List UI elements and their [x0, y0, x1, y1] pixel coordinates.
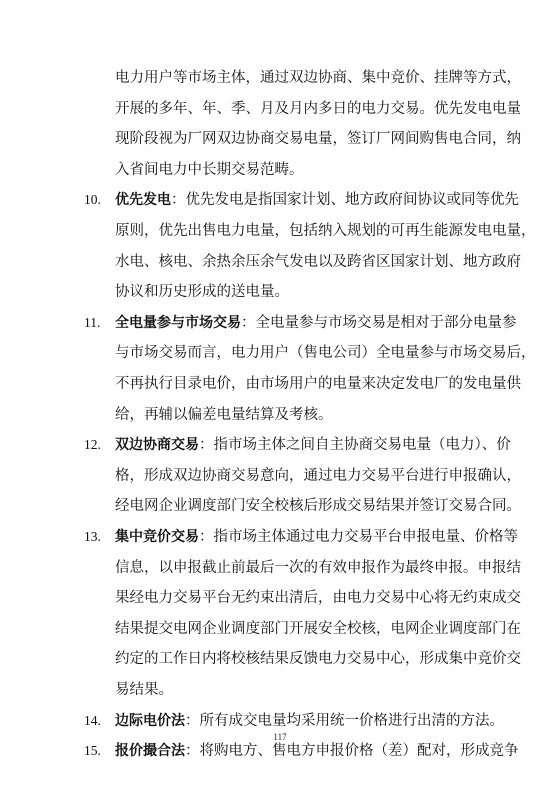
- paragraph-line: 电力用户等市场主体，通过双边协商、集中竞价、挂牌等方式，: [115, 70, 521, 86]
- paragraph-line: 经电网企业调度部门安全校核后形成交易结果并签订交易合同。: [115, 498, 521, 515]
- definition-text: ：将购电方、售电方申报价格（差）配对，形成竞争: [185, 743, 519, 760]
- paragraph-line: 约定的工作日内将校核结果反馈电力交易中心，形成集中竞价交: [115, 651, 521, 668]
- paragraph-line: 给，再辅以偏差电量结算及考核。: [115, 406, 333, 423]
- item-number: 15.: [84, 743, 101, 759]
- definition-first-line: [115, 189, 519, 211]
- definition-text: ：全电量参与市场交易是相对于部分电量参: [241, 314, 517, 331]
- term-heading: 边际电价法: [115, 712, 185, 729]
- definition-first-line: [115, 740, 519, 762]
- term-heading: 集中竞价交易: [115, 529, 199, 545]
- definition-text: ：指市场主体之间自主协商交易电量（电力）、价: [199, 437, 511, 454]
- paragraph-line: 入省间电力中长期交易范畴。: [115, 161, 304, 178]
- paragraph-line: 现阶段视为厂网双边协商交易电量，签订厂网间购售电合同，纳: [115, 131, 521, 148]
- term-heading: 全电量参与市场交易: [115, 314, 241, 331]
- paragraph-line: 水电、核电、余热余压余气发电以及跨省区国家计划、地方政府: [115, 253, 521, 270]
- definition-first-line: [115, 710, 504, 732]
- term-heading: 优先发电: [115, 192, 171, 209]
- paragraph-line: 果经电力交易平台无约束出清后，由电力交易中心将无约束成交: [115, 590, 521, 607]
- paragraph-line: 协议和历史形成的送电量。: [115, 284, 289, 301]
- definition-text: ：指市场主体通过电力交易平台申报电量、价格等: [199, 529, 518, 545]
- paragraph-line: 结果提交电网企业调度部门开展安全校核，电网企业调度部门在: [115, 620, 521, 637]
- paragraph-line: 开展的多年、年、季、月及月内多日的电力交易。优先发电电量: [115, 100, 521, 117]
- definition-text: ：优先发电是指国家计划、地方政府间协议或同等优先: [171, 192, 519, 209]
- item-number: 14.: [84, 712, 101, 728]
- paragraph-line: 易结果。: [115, 682, 173, 698]
- paragraph-line: 信息，以申报截止前最后一次的有效申报作为最终申报。申报结: [115, 559, 521, 576]
- paragraph-line: 与市场交易而言，电力用户（售电公司）全电量参与市场交易后，: [115, 345, 536, 362]
- item-number: 11.: [84, 314, 101, 330]
- paragraph-line: 格，形成双边协商交易意向，通过电力交易平台进行申报确认，: [115, 467, 521, 484]
- page-number: 117: [273, 732, 287, 742]
- definition-first-line: [115, 312, 517, 334]
- paragraph-line: 原则，优先出售电力电量，包括纳入规划的可再生能源发电电量，: [115, 223, 536, 239]
- item-number: 13.: [84, 529, 101, 544]
- item-number: 12.: [84, 437, 101, 453]
- definition-text: ：所有成交电量均采用统一价格进行出清的方法。: [185, 712, 504, 729]
- definition-first-line: [115, 526, 518, 548]
- definition-first-line: [115, 434, 511, 456]
- item-number: 10.: [84, 192, 101, 208]
- term-heading: 双边协商交易: [115, 437, 199, 454]
- paragraph-line: 不再执行目录电价，由市场用户的电量来决定发电厂的发电量供: [115, 376, 521, 392]
- term-heading: 报价撮合法: [115, 743, 185, 760]
